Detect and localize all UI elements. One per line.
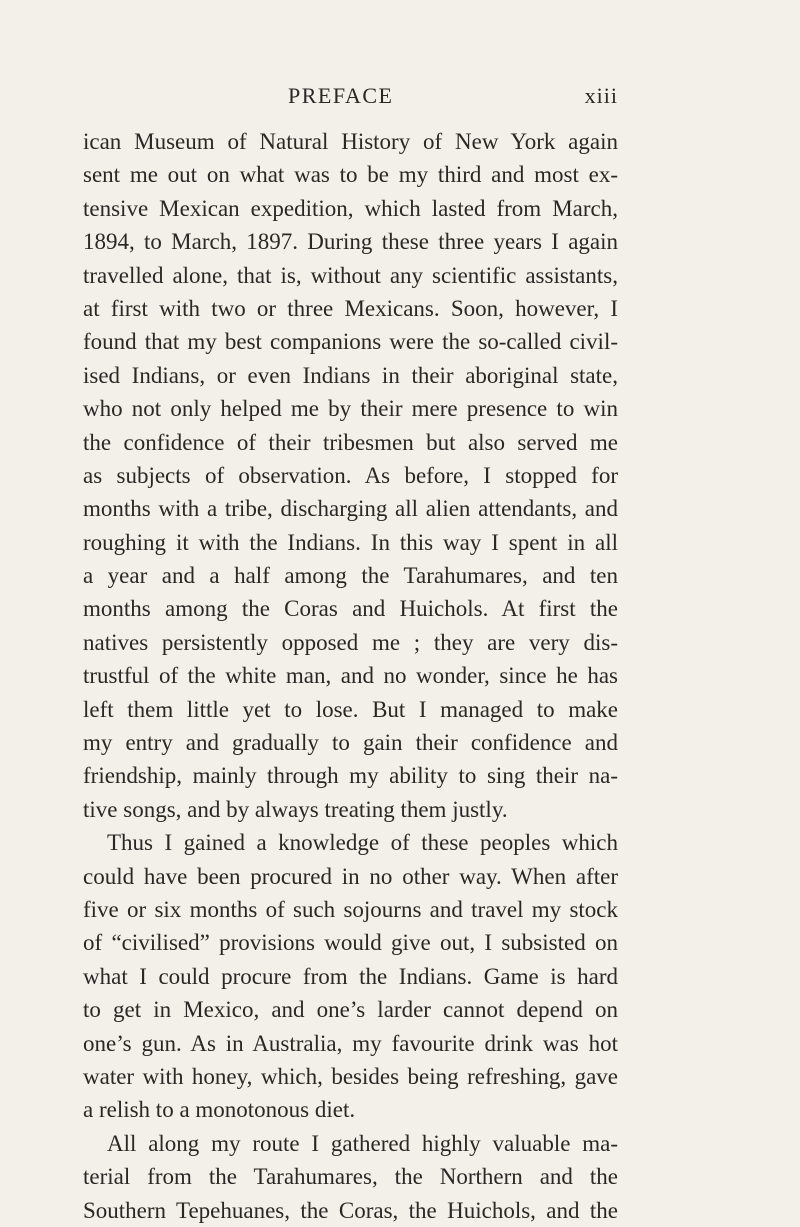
text-line: water with honey, which, besides being refreshing, gave (83, 1063, 618, 1089)
text-line: Southern Tepehuanes, the Coras, the Huichols, and the (83, 1197, 618, 1223)
text-line: tensive Mexican expedition, which lasted from March, (83, 195, 618, 221)
text-line: my entry and gradually to gain their confidence and (83, 730, 618, 756)
chapter-title: PREFACE (288, 83, 394, 108)
text-line: 1894, to March, 1897. During these three years I again (83, 229, 618, 255)
text-line: All along my route I gathered highly valuable ma- (107, 1130, 618, 1156)
text-line: terial from the Tarahumares, the Northern and the (83, 1164, 618, 1190)
text-line: as subjects of observation. As before, I stopped for (83, 462, 618, 488)
text-line: five or six months of such sojourns and travel my stock (83, 896, 618, 922)
text-line: to get in Mexico, and one’s larder cannot depend on (83, 997, 618, 1023)
text-line: Thus I gained a knowledge of these peoples which (107, 830, 618, 856)
text-line: ican Museum of Natural History of New York again (83, 129, 618, 154)
text-line: months with a tribe, discharging all alien attendants, and (83, 496, 618, 522)
text-line: trustful of the white man, and no wonder, since he has (83, 663, 618, 689)
text-line: left them little yet to lose. But I managed to make (83, 696, 618, 722)
running-head (0, 83, 800, 113)
text-line: the confidence of their tribesmen but also served me (83, 429, 618, 455)
text-line: a year and a half among the Tarahumares, and ten (83, 563, 618, 589)
text-line: of “civilised” provisions would give out, I subsisted on (83, 930, 618, 956)
text-line: one’s gun. As in Australia, my favourite drink was hot (83, 1030, 618, 1056)
text-line: travelled alone, that is, without any scientific assistants, (83, 262, 618, 288)
text-line: months among the Coras and Huichols. At first the (83, 596, 618, 622)
text-line: who not only helped me by their mere presence to win (83, 396, 618, 422)
text-line: a relish to a monotonous diet. (83, 1097, 356, 1123)
text-line: natives persistently opposed me ; they are very dis- (83, 629, 618, 655)
text-line: ised Indians, or even Indians in their aboriginal state, (83, 362, 618, 388)
body-text (83, 125, 618, 1227)
page-number: xiii (584, 83, 618, 108)
text-line: roughing it with the Indians. In this way I spent in all (83, 529, 618, 555)
text-line: sent me out on what was to be my third and most ex- (83, 162, 618, 188)
text-line: found that my best companions were the so-called civil- (83, 329, 618, 355)
text-line: could have been procured in no other way. When after (83, 863, 618, 889)
text-line: what I could procure from the Indians. Game is hard (83, 963, 618, 989)
text-line: friendship, mainly through my ability to sing their na- (83, 763, 618, 789)
text-line: tive songs, and by always treating them justly. (83, 796, 508, 822)
text-line: at first with two or three Mexicans. Soon, however, I (83, 295, 618, 321)
